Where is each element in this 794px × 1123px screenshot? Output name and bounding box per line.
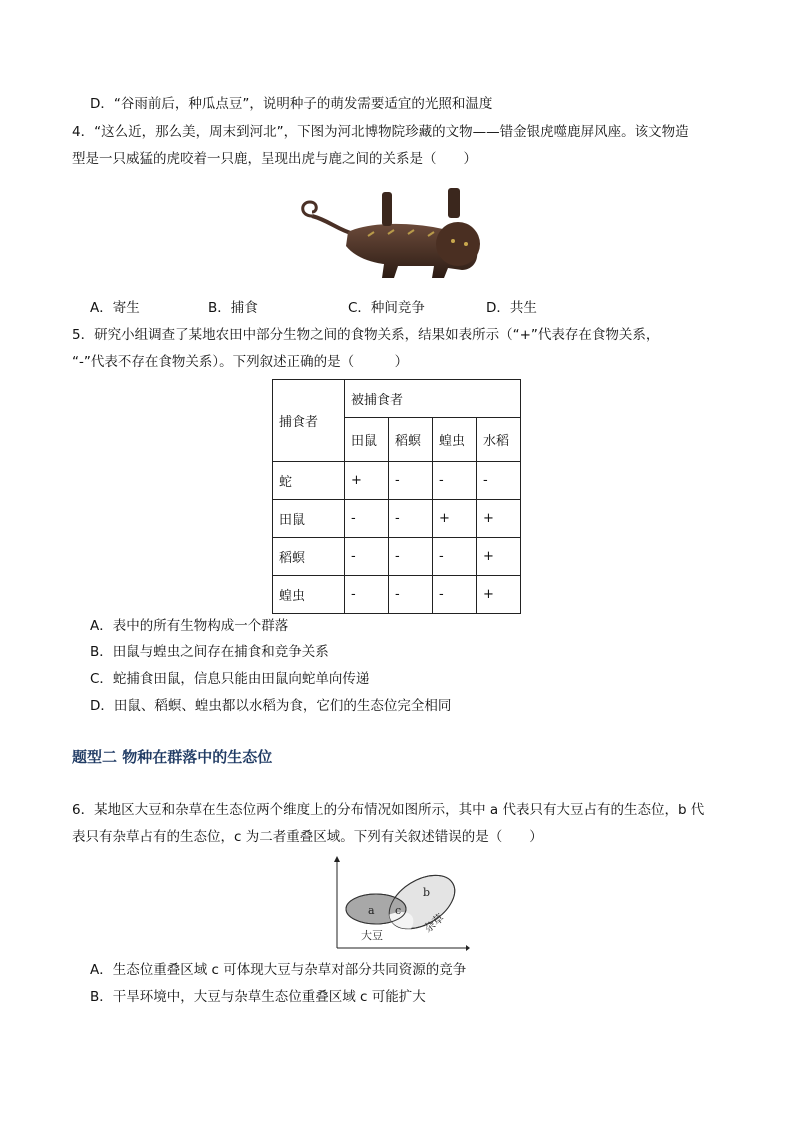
- niche-overlap-diagram: [330, 856, 470, 952]
- table-row: [273, 462, 521, 500]
- q4-option-b: B．捕食: [208, 300, 258, 316]
- row-label: 稻螟: [273, 538, 345, 576]
- table-row: [273, 576, 521, 614]
- q5-stem-line1: 5．研究小组调查了某地农田中部分生物之间的食物关系，结果如表所示（“+”代表存在食物关系，: [72, 327, 660, 343]
- q5-option-d: D．田鼠、稻螟、蝗虫都以水稻为食，它们的生态位完全相同: [90, 698, 452, 714]
- cell: -: [345, 576, 389, 614]
- cell: -: [433, 462, 477, 500]
- cell: +: [477, 500, 521, 538]
- cell: +: [345, 462, 389, 500]
- cell: -: [389, 500, 433, 538]
- cell: -: [477, 462, 521, 500]
- prey-col-1: 稻螟: [389, 418, 433, 462]
- x-axis-arrow: [466, 945, 470, 951]
- q6-option-a: A．生态位重叠区域 c 可体现大豆与杂草对部分共同资源的竞争: [90, 962, 467, 978]
- label-weed: 杂草: [421, 911, 447, 936]
- q5-option-c: C．蛇捕食田鼠，信息只能由田鼠向蛇单向传递: [90, 671, 370, 687]
- q4-stem-line1: 4．“这么近，那么美，周末到河北”，下图为河北博物院珍藏的文物——错金银虎噬鹿屏风座。该文物造: [72, 124, 689, 140]
- cell: -: [433, 576, 477, 614]
- predator-header: 捕食者: [273, 380, 345, 462]
- section-heading: 题型二 物种在群落中的生态位: [72, 748, 273, 766]
- prey-col-0: 田鼠: [345, 418, 389, 462]
- food-relation-table: [272, 379, 521, 614]
- cell: -: [433, 538, 477, 576]
- q5-option-a: A．表中的所有生物构成一个群落: [90, 618, 289, 634]
- q4-option-d: D．共生: [486, 300, 537, 316]
- q4-stem-line2: 型是一只威猛的虎咬着一只鹿，呈现出虎与鹿之间的关系是（ ）: [72, 151, 477, 167]
- cell: +: [477, 576, 521, 614]
- prey-col-2: 蝗虫: [433, 418, 477, 462]
- q5-stem-line2: “-”代表不存在食物关系）。下列叙述正确的是（ ）: [72, 354, 409, 370]
- cell: -: [345, 538, 389, 576]
- label-soybean: 大豆: [361, 929, 383, 942]
- label-c: c: [395, 904, 402, 917]
- row-label: 田鼠: [273, 500, 345, 538]
- prey-col-3: 水稻: [477, 418, 521, 462]
- q6-stem-line2: 表只有杂草占有的生态位，c 为二者重叠区域。下列有关叙述错误的是（ ）: [72, 829, 543, 845]
- q5-option-b: B．田鼠与蝗虫之间存在捕食和竞争关系: [90, 644, 329, 660]
- tiger-deer-artifact-image: [298, 186, 494, 282]
- cell: +: [433, 500, 477, 538]
- cell: -: [389, 462, 433, 500]
- cell: +: [477, 538, 521, 576]
- q4-option-a: A．寄生: [90, 300, 140, 316]
- q3-option-d: D．“谷雨前后，种瓜点豆”，说明种子的萌发需要适宜的光照和温度: [90, 96, 493, 112]
- cell: -: [345, 500, 389, 538]
- row-label: 蝗虫: [273, 576, 345, 614]
- q4-option-c: C．种间竞争: [348, 300, 425, 316]
- cell: -: [389, 576, 433, 614]
- table-row: [273, 500, 521, 538]
- label-b: b: [423, 886, 431, 899]
- q6-stem-line1: 6．某地区大豆和杂草在生态位两个维度上的分布情况如图所示，其中 a 代表只有大豆占有的生态位，b 代: [72, 802, 705, 818]
- cell: -: [389, 538, 433, 576]
- table-row: [273, 538, 521, 576]
- y-axis-arrow: [334, 856, 340, 862]
- row-label: 蛇: [273, 462, 345, 500]
- label-a: a: [368, 904, 375, 917]
- prey-header: 被捕食者: [345, 380, 521, 418]
- q6-option-b: B．干旱环境中，大豆与杂草生态位重叠区域 c 可能扩大: [90, 989, 426, 1005]
